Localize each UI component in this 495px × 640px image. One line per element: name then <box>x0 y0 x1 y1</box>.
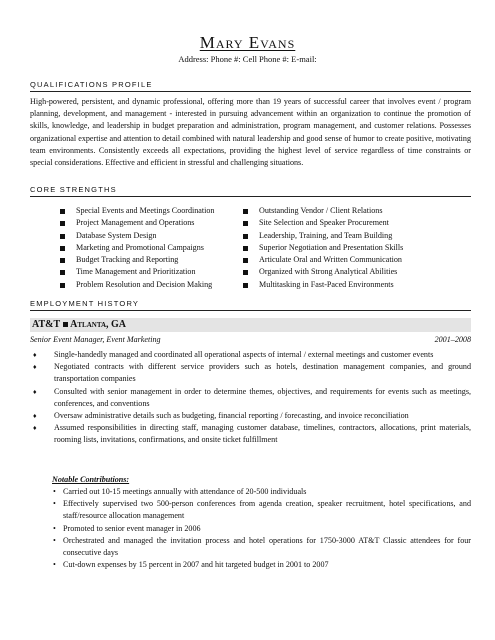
diamond-bullet-icon: ♦ <box>33 363 37 372</box>
list-item: Site Selection and Speaker Procurement <box>243 217 403 229</box>
square-bullet-icon <box>60 209 65 214</box>
notable-contributions-label: Notable Contributions: <box>52 475 130 484</box>
dot-bullet-icon: • <box>53 560 56 570</box>
employment-rule <box>30 310 471 311</box>
employment-heading: EMPLOYMENT HISTORY <box>30 299 140 308</box>
list-item: • Orchestrated and managed the invitation process and hotel operations for 1750-3000 AT&T Classic attendees for four consecutive days <box>53 535 471 558</box>
list-item: Budget Tracking and Reporting <box>60 254 214 266</box>
employer-bar <box>30 318 471 332</box>
strengths-left-list <box>60 205 214 291</box>
dot-bullet-icon: • <box>53 523 56 533</box>
company-location: Atlanta, GA <box>70 319 127 330</box>
job-title: Senior Event Manager, Event Marketing <box>30 335 161 344</box>
list-item: • Promoted to senior event manager in 2006 <box>52 523 471 535</box>
square-bullet-icon <box>60 270 65 275</box>
square-bullet-icon <box>60 283 65 288</box>
company-name: AT&T <box>32 319 61 330</box>
contributions-list <box>52 486 471 571</box>
list-item: Organized with Strong Analytical Abilities <box>243 266 403 278</box>
duties-list <box>30 349 471 447</box>
square-bullet-icon <box>243 209 248 214</box>
list-item: Time Management and Prioritization <box>60 266 214 278</box>
list-item: Project Management and Operations <box>60 217 214 229</box>
square-bullet-icon <box>243 234 248 239</box>
dot-bullet-icon: • <box>53 499 56 509</box>
square-separator-icon <box>63 322 68 327</box>
list-item: Outstanding Vendor / Client Relations <box>243 205 403 217</box>
list-item: Database System Design <box>60 230 214 242</box>
list-item: Marketing and Promotional Campaigns <box>60 242 214 254</box>
list-item: ♦ Negotiated contracts with different service providers such as hotels, destination management companies, and ground transportation companies <box>33 362 471 384</box>
square-bullet-icon <box>60 234 65 239</box>
list-item: • Effectively supervised two 500-person conferences from agenda creation, speaker recruitment, hotel specifications, and staff/resource allocation management <box>53 499 471 521</box>
list-item: ♦ Assumed responsibilities in directing staff, managing customer database, timelines, contractors, allocations, print materials, rooming lists, invitations, confirmations, and onsite ticket fulfillment <box>33 423 471 445</box>
qualifications-text: High-powered, persistent, and dynamic professional, offering more than 19 years of successful career that involves event / program planning, development, and management - interested in pursuing advancement within an organization to continue the promotion of skills, knowledge, and leadership in budget preparation and administration, program management, and customer relations. Possesses organizational expertise and attention to detail combined with natural leadership and good sense of humor to create positive, motivating team environments. Consistently exceeds all expectations, providing the highest level of service regardless of time constraints or special considerations. Effective and efficient in stressful and challenging situations. <box>30 97 471 168</box>
qualifications-rule <box>30 91 471 92</box>
list-item: • Carried out 10-15 meetings annually with attendance of 20-500 individuals <box>52 486 471 498</box>
list-item: ♦ Consulted with senior management in order to determine themes, objectives, and requirements for events such as meetings, conferences, and conventions <box>33 386 471 408</box>
diamond-bullet-icon: ♦ <box>33 424 37 433</box>
square-bullet-icon <box>60 258 65 263</box>
job-dates: 2001–2008 <box>434 335 471 344</box>
diamond-bullet-icon: ♦ <box>33 387 37 396</box>
list-item: Multitasking in Fast-Paced Environments <box>243 279 403 291</box>
list-item: Articulate Oral and Written Communication <box>243 254 403 266</box>
list-item: • Cut-down expenses by 15 percent in 2007 and hit targeted budget in 2001 to 2007 <box>52 559 471 571</box>
square-bullet-icon <box>243 270 248 275</box>
list-item: Superior Negotiation and Presentation Skills <box>243 242 403 254</box>
candidate-name: Mary Evans <box>199 33 296 52</box>
square-bullet-icon <box>243 246 248 251</box>
list-item: Problem Resolution and Decision Making <box>60 279 214 291</box>
dot-bullet-icon: • <box>53 487 56 496</box>
contact-line: Address: Phone #: Cell Phone #: E-mail: <box>178 54 317 64</box>
diamond-bullet-icon: ♦ <box>33 351 37 359</box>
qualifications-heading: QUALIFICATIONS PROFILE <box>30 80 153 89</box>
strengths-heading: CORE STRENGTHS <box>30 185 117 194</box>
diamond-bullet-icon: ♦ <box>33 412 37 421</box>
square-bullet-icon <box>243 258 248 263</box>
list-item: ♦ Single-handedly managed and coordinated all operational aspects of internal / external meetings and customer events <box>30 349 471 361</box>
job-title-line <box>30 335 471 344</box>
square-bullet-icon <box>60 246 65 251</box>
strengths-right-list <box>243 205 403 291</box>
list-item: Leadership, Training, and Team Building <box>243 230 403 242</box>
square-bullet-icon <box>60 221 65 226</box>
square-bullet-icon <box>243 221 248 226</box>
strengths-rule <box>30 196 471 197</box>
dot-bullet-icon: • <box>53 535 56 545</box>
list-item: ♦ Oversaw administrative details such as budgeting, financial reporting / forecasting, and invoice reconciliation <box>30 410 471 422</box>
list-item: Special Events and Meetings Coordination <box>60 205 214 217</box>
square-bullet-icon <box>243 283 248 288</box>
